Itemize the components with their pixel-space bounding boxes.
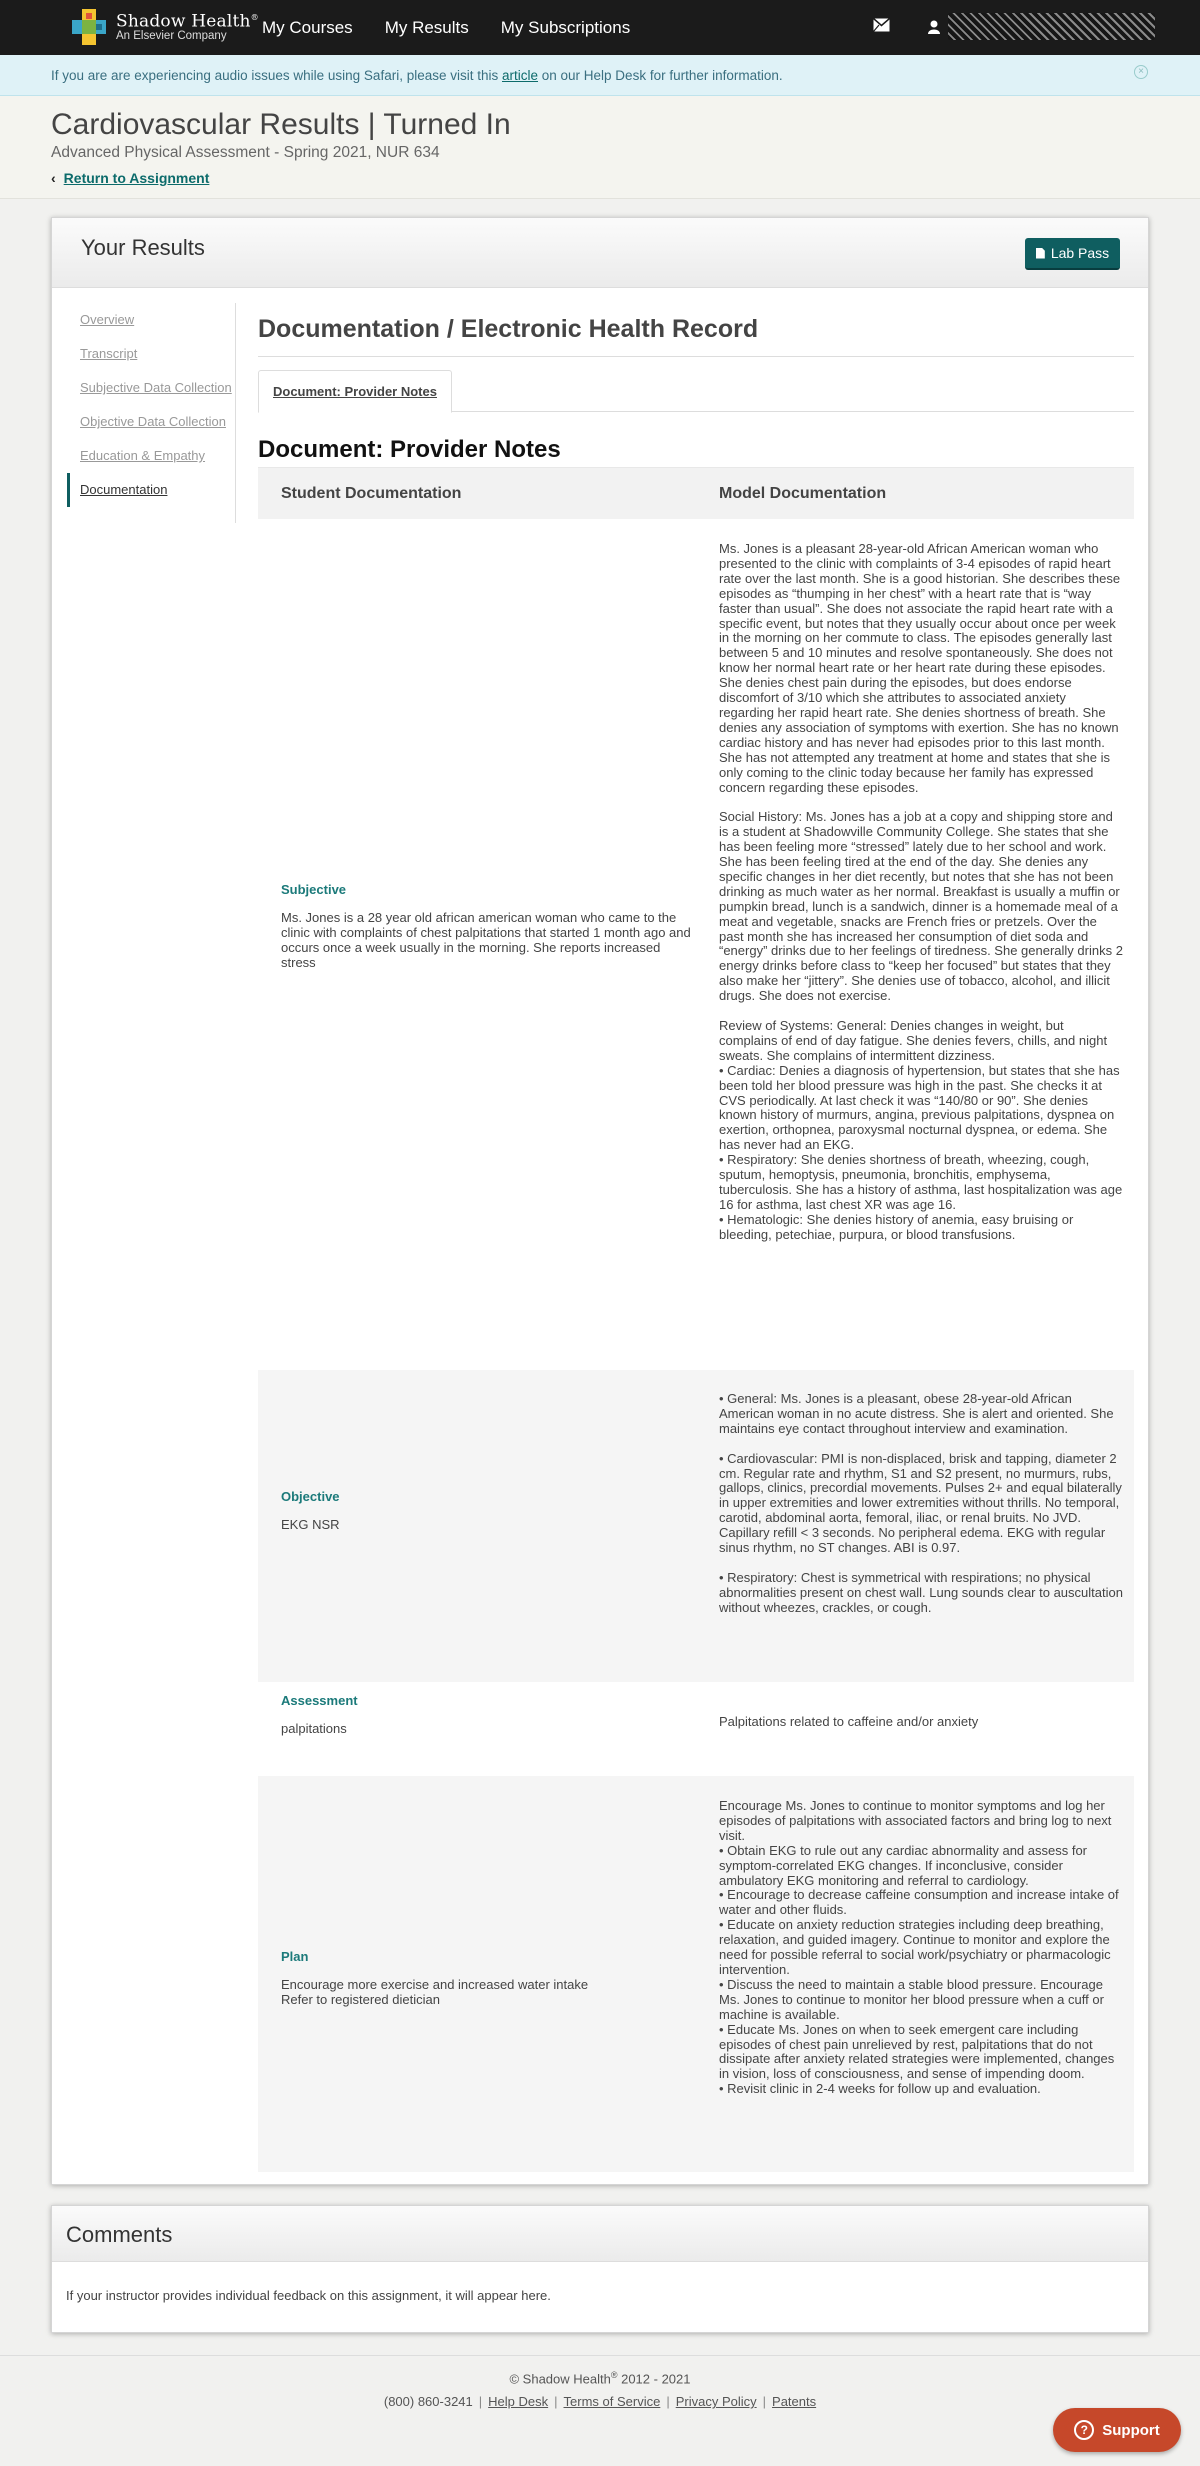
objective-model-general: • General: Ms. Jones is a pleasant, obese 28-year-old African American woman in no acute distress. She is alert and oriented. She maintains eye contact throughout interview and examination. [719, 1391, 1114, 1436]
footer-separator: | [762, 2394, 767, 2410]
footer-separator: | [666, 2394, 670, 2410]
alert-text-before: If you are are experiencing audio issues while using Safari, please visit this [51, 68, 502, 83]
sidebar-item-education-empathy[interactable]: Education & Empathy [80, 448, 206, 463]
logo-registered: ® [250, 12, 259, 22]
footer-links [0, 2394, 1200, 2409]
course-subtitle: Advanced Physical Assessment - Spring 2021, NUR 634 [51, 144, 440, 161]
comments-title: Comments [66, 2222, 173, 2247]
documentation-panel [258, 303, 1134, 2172]
subjective-label: Subjective [281, 882, 347, 897]
support-button[interactable] [1053, 2408, 1181, 2452]
alert-article-link[interactable]: article [502, 68, 539, 83]
lab-pass-label: Lab Pass [1050, 245, 1110, 261]
footer-phone: (800) 860-3241 [383, 2394, 473, 2410]
column-model-documentation: Model Documentation [719, 485, 887, 502]
question-icon: ? [1074, 2420, 1094, 2440]
alert-text-after: on our Help Desk for further information. [538, 68, 783, 83]
subjective-model-social-history: Social History: Ms. Jones has a job at a copy and shipping store and is a student at Shadowville Community College. She states that she has been feeling more “stressed” lately due to her school and work. She has been feeling tired at the end of the day. She denies any specific changes in her diet recently, but notes that she has not been drinking as much water as her normal. Breakfast is usually a muffin or pumpkin bread, lunch is a sandwich, dinner is a homemade meal of a meat and vegetable, snacks are French fries or pretzels. Over the past month she has increased her consumption of diet soda and “energy” drinks due to her feelings of tiredness. She generally drinks 2 energy drinks before class to “keep her focused” but states that they also make her “jittery”. She denies use of tobacco, alcohol, and illicit drugs. She does not exercise. [719, 809, 1123, 1004]
column-student-documentation: Student Documentation [281, 485, 462, 502]
document-icon [1036, 248, 1045, 259]
nav-my-results[interactable]: My Results [384, 17, 469, 37]
user-menu[interactable] [928, 13, 1155, 40]
logo-title: Shadow Health [116, 11, 251, 32]
documentation-title: Documentation / Electronic Health Record [258, 303, 1134, 357]
logo-cross-icon [70, 7, 108, 47]
row-objective [258, 1370, 1134, 1682]
assessment-student-text: palpitations [281, 1721, 347, 1736]
comments-card [51, 2205, 1149, 2333]
copyright-registered: ® [610, 2370, 618, 2380]
chevron-left-icon: ‹ [51, 170, 56, 186]
results-sidebar [67, 303, 236, 523]
sidebar-item-documentation[interactable]: Documentation [67, 473, 235, 507]
objective-model-cardiovascular: • Cardiovascular: PMI is non-displaced, brisk and tapping, diameter 2 cm. Regular rate and rhythm, S1 and S2 present, no murmurs, rubs, gallops, clinics, precordial movements. Pulses 2+ and equal bilaterally in upper extremities and lower extremities without thrills. No temporal, carotid, abdominal aorta, femoral, iliac, or renal bruits. No JVD. Capillary refill < 3 seconds. No peripheral edema. EKG with regular sinus rhythm, no ST changes. ABI is 0.97. [719, 1450, 1122, 1556]
envelope-icon[interactable] [873, 18, 890, 32]
footer-link-privacy[interactable]: Privacy Policy [675, 2394, 757, 2410]
plan-student-text: Encourage more exercise and increased water intake Refer to registered dietician [281, 1977, 589, 2007]
return-link[interactable]: Return to Assignment [63, 170, 210, 186]
results-card-header [52, 218, 1148, 288]
sidebar-item-subjective-data-collection[interactable]: Subjective Data Collection [80, 380, 232, 395]
user-icon [928, 20, 940, 34]
page-title: Cardiovascular Results | Turned In [51, 108, 511, 141]
row-subjective [258, 519, 1134, 1370]
subjective-model-ros: Review of Systems: General: Denies changes in weight, but complains of end of day fatigue. She denies fevers, chills, and night sweats. She complains of intermittent dizziness. • Cardiac: Denies a diagnosis of hypertension, but states that she has been told her blood pressure was high in the past. She checks it at CVS periodically. At last check it was “140/80 or 90”. She denies known history of murmurs, angina, previous palpitations, dyspnea on exertion, orthopnea, paroxysmal nocturnal dyspnea, or edema. She has never had an EKG. • Respiratory: She denies shortness of breath, wheezing, cough, sputum, hemoptysis, pneumonia, bronchitis, emphysema, tuberculosis. She has a history of asthma, last hospitalization was age 16 for asthma, last chest XR was age 16. • Hematologic: She denies history of anemia, easy bruising or bleeding, petechiae, purpura, or blood transfusions. [719, 1017, 1123, 1242]
results-title: Your Results [81, 235, 205, 260]
objective-student-text: EKG NSR [281, 1517, 340, 1532]
shadow-health-logo[interactable] [70, 6, 259, 48]
page-header [0, 96, 1200, 199]
safari-audio-alert [0, 55, 1200, 96]
row-assessment [258, 1682, 1134, 1776]
documentation-table-header [258, 467, 1134, 519]
row-plan [258, 1776, 1134, 2172]
logo-subtitle: An Elsevier Company [116, 30, 227, 43]
support-label: Support [1102, 2421, 1160, 2439]
plan-label: Plan [281, 1949, 309, 1964]
copyright [0, 2370, 1200, 2386]
user-name-redacted[interactable] [948, 13, 1155, 40]
close-icon[interactable]: × [1134, 65, 1148, 79]
subjective-student-text: Ms. Jones is a 28 year old african american woman who came to the clinic with complaints of chest palpitations that started 1 month ago and occurs once a week usually in the morning. She reports increased stress [281, 910, 691, 970]
results-card [51, 217, 1149, 2185]
copyright-post: 2012 - 2021 [617, 2371, 691, 2387]
comments-body: If your instructor provides individual feedback on this assignment, it will appear here. [66, 2288, 551, 2303]
tab-provider-notes[interactable]: Document: Provider Notes [258, 370, 452, 413]
footer-link-terms[interactable]: Terms of Service [563, 2394, 661, 2410]
copyright-pre: © Shadow Health [509, 2371, 611, 2387]
sidebar-item-objective-data-collection[interactable]: Objective Data Collection [80, 414, 226, 429]
footer-link-help-desk[interactable]: Help Desk [488, 2394, 549, 2410]
return-to-assignment[interactable] [51, 170, 209, 186]
objective-model-respiratory: • Respiratory: Chest is symmetrical with respirations; no physical abnormalities present on chest wall. Lung sounds clear to auscultation without wheezes, crackles, or cough. [719, 1569, 1123, 1615]
top-navbar [0, 0, 1200, 55]
plan-model-text: Encourage Ms. Jones to continue to monitor symptoms and log her episodes of palpitations with associated factors and bring log to next visit. • Obtain EKG to rule out any cardiac abnormality and assess for symptom-correlated EKG changes. If inconclusive, consider ambulatory EKG monitoring and referral to cardiology. • Encourage to decrease caffeine consumption and increase intake of water and other fluids. • Educate on anxiety reduction strategies including deep breathing, relaxation, and guided imagery. Continue to monitor and explore the need for possible referral to social work/psychiatry or pharmacologic intervention. • Discuss the need to maintain a stable blood pressure. Encourage Ms. Jones to continue to monitor her blood pressure when a cuff or machine is available. • Educate Ms. Jones on when to seek emergent care including episodes of chest pain unrelieved by rest, palpitations that do not dissipate after anxiety related strategies were implemented, changes in vision, loss of consciousness, and sense of impending doom. • Revisit clinic in 2-4 weeks for follow up and evaluation. [719, 1798, 1119, 2097]
footer-separator: | [478, 2394, 483, 2410]
nav-my-subscriptions[interactable]: My Subscriptions [500, 17, 631, 37]
subjective-model-hpi: Ms. Jones is a pleasant 28-year-old African American woman who presented to the clinic with complaints of 3-4 episodes of rapid heart rate over the last month. She is a good historian. She describes these episodes as “thumping in her chest” with a heart rate that is “way faster than usual”. She does not associate the rapid heart rate with a specific event, but notes that they usually occur about once per week in the morning on her commute to class. The episodes generally last between 5 and 10 minutes and resolve spontaneously. She does not know her normal heart rate or her heart rate during these episodes. She denies chest pain during the episodes, but does endorse discomfort of 3/10 which she attributes to associated anxiety regarding her rapid heart rate. She denies shortness of breath. She denies any association of symptoms with exertion. She has no known cardiac history and has never had episodes prior to this last month. She has not attempted any treatment at home and states that she is only coming to the clinic today because her family has expressed concern regarding these episodes. [719, 541, 1121, 795]
footer-separator: | [554, 2394, 558, 2410]
nav-my-courses[interactable]: My Courses [262, 17, 353, 37]
lab-pass-button[interactable] [1025, 238, 1120, 270]
objective-label: Objective [281, 1489, 340, 1504]
page-footer [0, 2355, 1200, 2466]
footer-link-patents[interactable]: Patents [772, 2394, 817, 2410]
assessment-model-text: Palpitations related to caffeine and/or anxiety [719, 1714, 979, 1729]
document-tabs [258, 357, 1134, 412]
section-title: Document: Provider Notes [258, 436, 561, 463]
sidebar-item-overview[interactable]: Overview [80, 312, 135, 327]
assessment-label: Assessment [281, 1693, 358, 1708]
sidebar-item-transcript[interactable]: Transcript [80, 346, 138, 361]
